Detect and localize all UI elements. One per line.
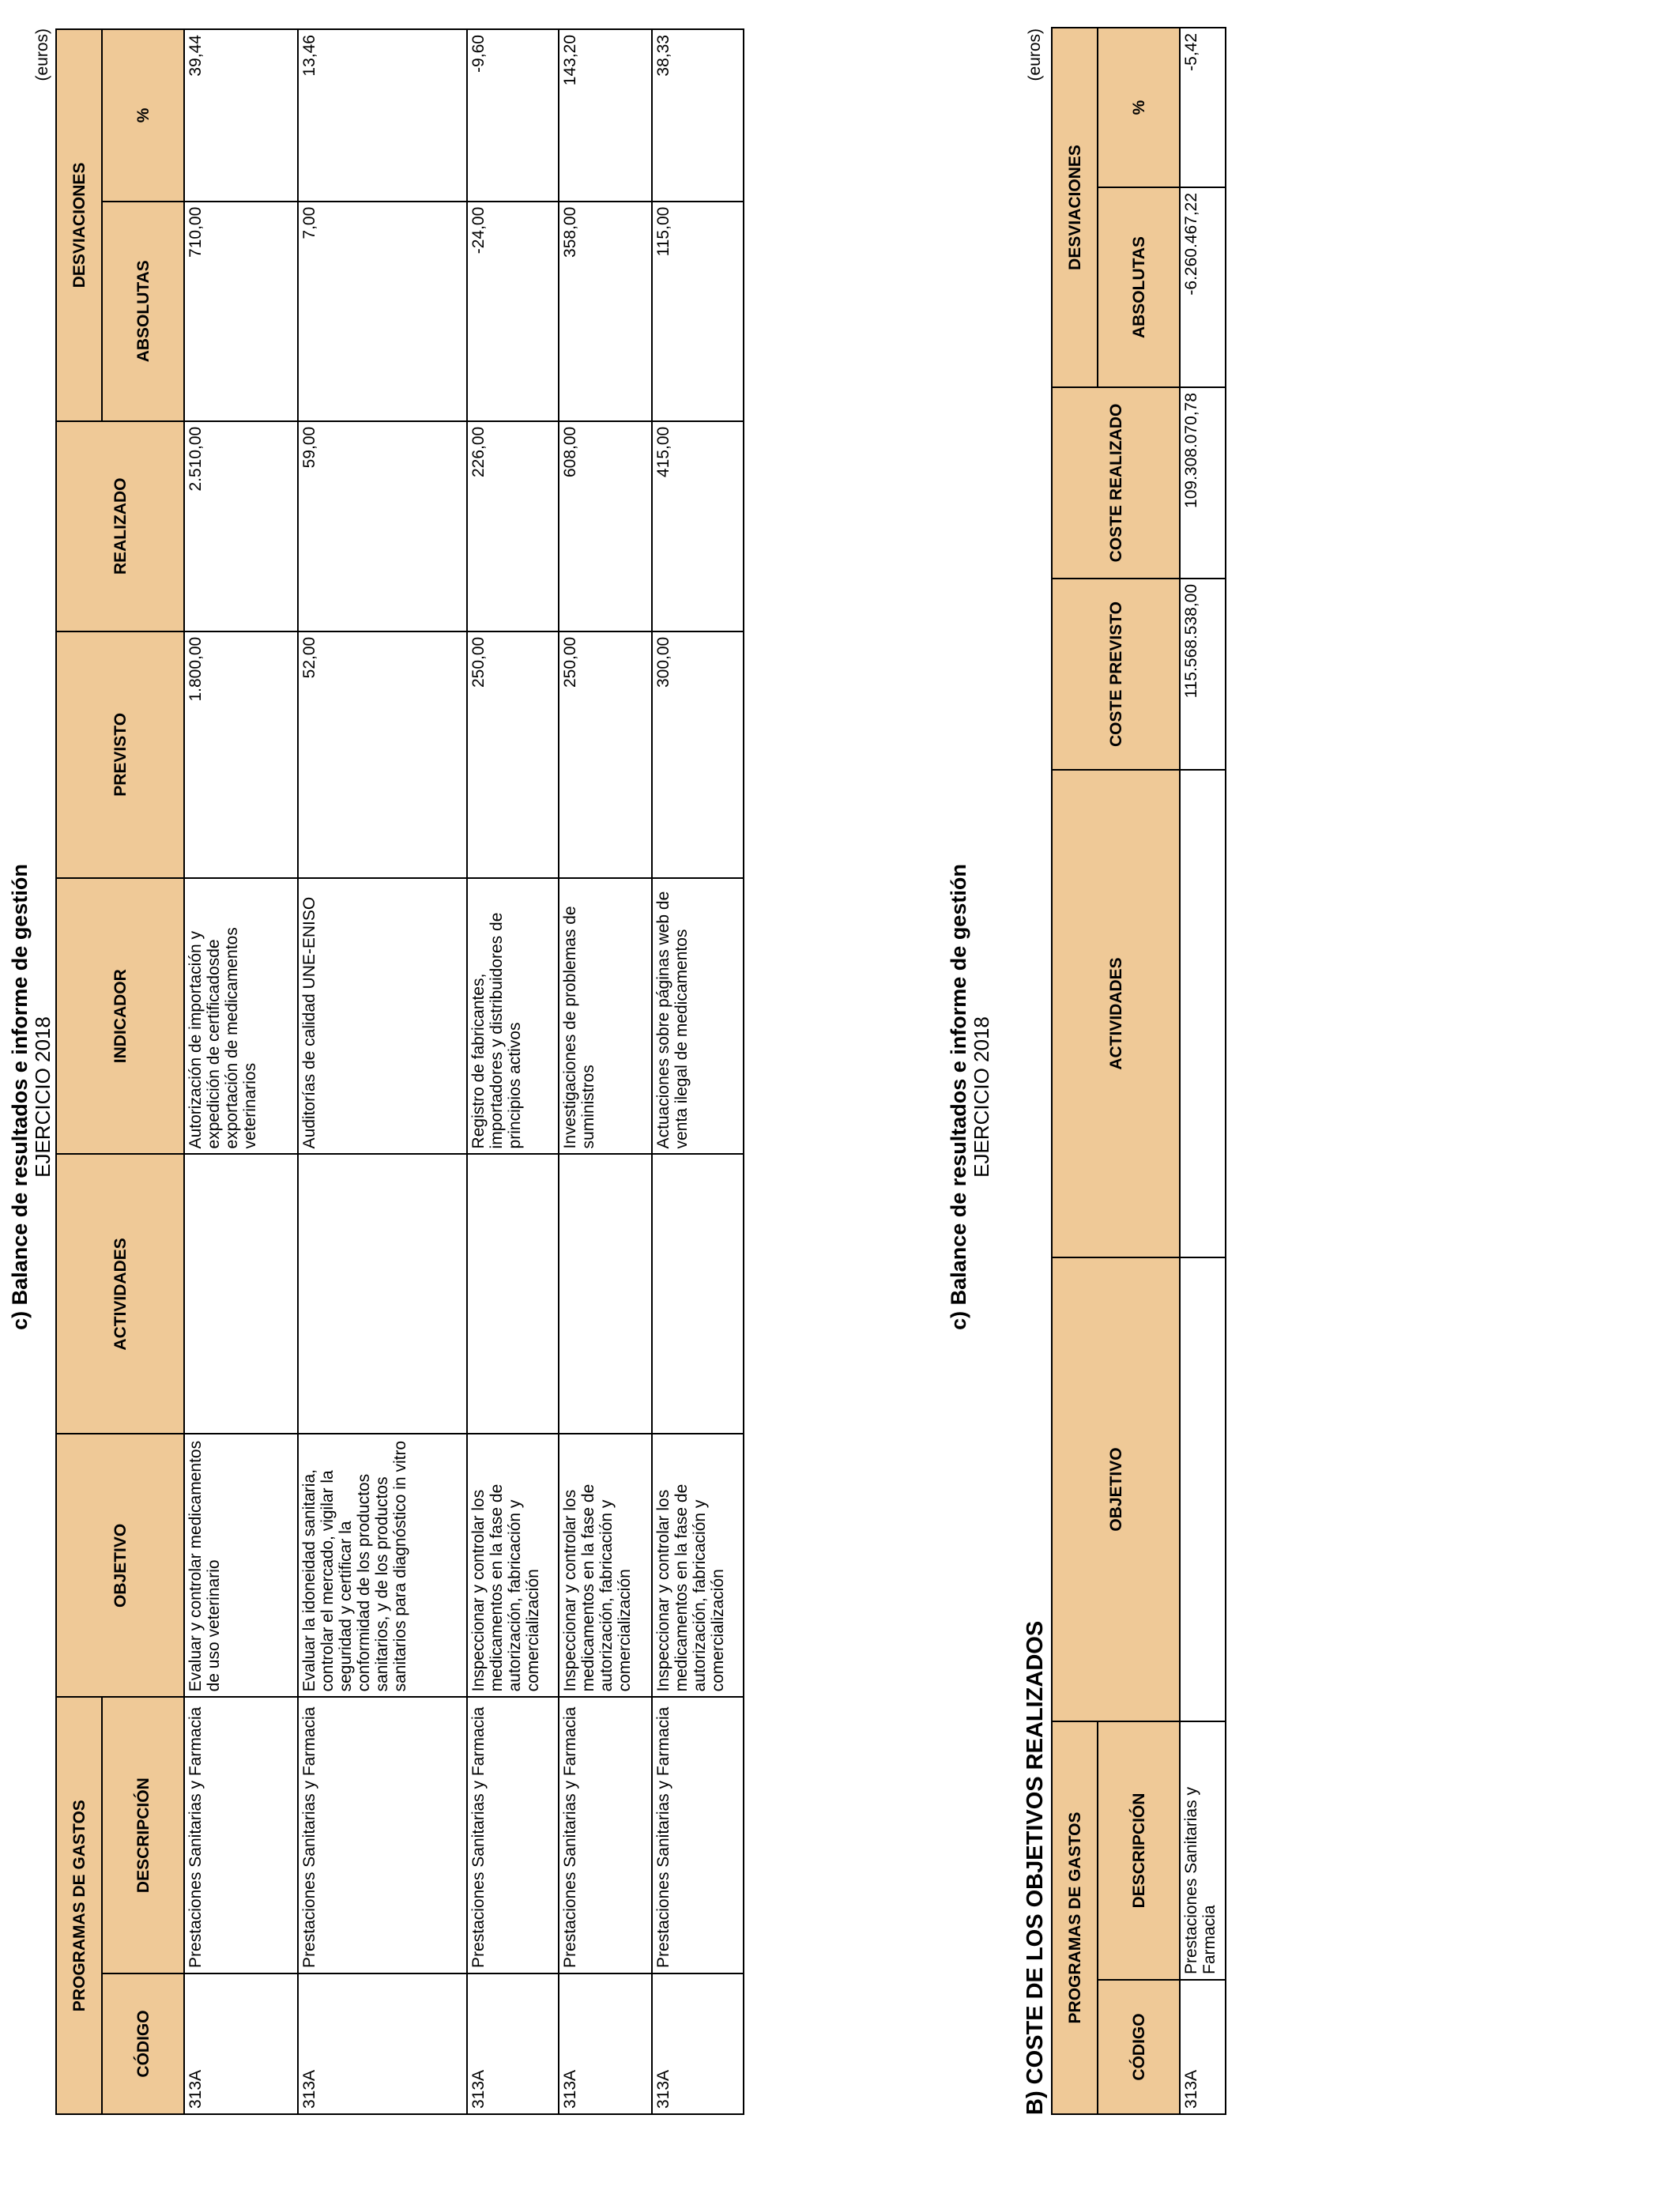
cell-objetivo: Inspeccionar y controlar los medicamentos en la fase de autorización, fabricación y comercialización	[467, 1434, 559, 1697]
cell-actividades	[184, 1154, 298, 1434]
cost-table	[1051, 27, 1226, 2115]
header-coste-previsto: COSTE PREVISTO	[1052, 579, 1180, 770]
cell-pct: 38,33	[652, 29, 744, 202]
cell-realizado: 2.510,00	[184, 421, 298, 631]
cell-indicador: Registro de fabricantes, importadores y distribuidores de principios activos	[467, 878, 559, 1155]
cell-actividades	[298, 1154, 467, 1434]
cell-descripcion: Prestaciones Sanitarias y Farmacia	[559, 1697, 652, 1973]
cell-objetivo: Evaluar y controlar medicamentos de uso veterinario	[184, 1434, 298, 1697]
cell-descripcion: Prestaciones Sanitarias y Farmacia	[467, 1697, 559, 1973]
header-realizado: REALIZADO	[56, 421, 184, 631]
cell-indicador: Autorización de importación y expedición de certificadosde exportación de medicamentos veterinarios	[184, 878, 298, 1155]
cell-actividades	[559, 1154, 652, 1434]
header-absolutas: ABSOLUTAS	[102, 202, 184, 421]
header-previsto: PREVISTO	[56, 631, 184, 878]
header-pct: %	[1098, 28, 1180, 187]
header-codigo: CÓDIGO	[102, 1973, 184, 2114]
header-absolutas: ABSOLUTAS	[1098, 187, 1180, 387]
header-desviaciones: DESVIACIONES	[56, 29, 102, 421]
section1-subtitle: EJERCICIO 2018	[31, 1016, 55, 1178]
cell-previsto: 250,00	[467, 631, 559, 878]
section1-units: (euros)	[33, 28, 51, 81]
cell-codigo: 313A	[467, 1973, 559, 2114]
cell-indicador: Actuaciones sobre páginas web de venta ilegal de medicamentos	[652, 878, 744, 1155]
table-row	[184, 29, 298, 2114]
cell-descripcion: Prestaciones Sanitarias y Farmacia	[184, 1697, 298, 1973]
cell-coste-previsto: 115.568.538,00	[1180, 579, 1226, 770]
cell-absolutas: 7,00	[298, 202, 467, 421]
header-descripcion: DESCRIPCIÓN	[102, 1697, 184, 1973]
cell-absolutas: 710,00	[184, 202, 298, 421]
header-programas: PROGRAMAS DE GASTOS	[56, 1697, 102, 2114]
section2-title: c) Balance de resultados e informe de gestión	[947, 864, 970, 1330]
section1-title: c) Balance de resultados e informe de gestión	[8, 864, 32, 1330]
cell-pct: 39,44	[184, 29, 298, 202]
cell-objetivo: Evaluar la idoneidad sanitaria, controlar el mercado, vigilar la seguridad y certificar la conformidad de los productos sanitarios, y de los productos sanitarios para diagnóstico in vitro	[298, 1434, 467, 1697]
section2-subtitle: EJERCICIO 2018	[970, 1016, 993, 1178]
cell-absolutas: -6.260.467,22	[1180, 187, 1226, 387]
cell-previsto: 250,00	[559, 631, 652, 878]
cell-codigo: 313A	[1180, 1980, 1226, 2114]
cell-pct: -9,60	[467, 29, 559, 202]
table-row	[298, 29, 467, 2114]
cell-objetivo	[1180, 1257, 1226, 1721]
cell-codigo: 313A	[184, 1973, 298, 2114]
header-coste-realizado: COSTE REALIZADO	[1052, 387, 1180, 579]
cell-pct: -5,42	[1180, 28, 1226, 187]
cell-objetivo: Inspeccionar y controlar los medicamentos en la fase de autorización, fabricación y comercialización	[559, 1434, 652, 1697]
cell-descripcion: Prestaciones Sanitarias y Farmacia	[298, 1697, 467, 1973]
cell-actividades	[467, 1154, 559, 1434]
header-objetivo: OBJETIVO	[1052, 1257, 1180, 1721]
cell-previsto: 1.800,00	[184, 631, 298, 878]
header-desviaciones: DESVIACIONES	[1052, 28, 1098, 387]
cell-realizado: 59,00	[298, 421, 467, 631]
cell-objetivo: Inspeccionar y controlar los medicamentos en la fase de autorización, fabricación y comercialización	[652, 1434, 744, 1697]
cell-realizado: 415,00	[652, 421, 744, 631]
cell-descripcion: Prestaciones Sanitarias y Farmacia	[1180, 1721, 1226, 1980]
results-table	[55, 28, 744, 2115]
section2-heading: B) COSTE DE LOS OBJETIVOS REALIZADOS	[1023, 1620, 1048, 2115]
table-row	[467, 29, 559, 2114]
cell-indicador: Investigaciones de problemas de suministros	[559, 878, 652, 1155]
cell-indicador: Auditorías de calidad UNE-ENISO	[298, 878, 467, 1155]
cell-absolutas: 358,00	[559, 202, 652, 421]
cell-codigo: 313A	[559, 1973, 652, 2114]
cell-previsto: 52,00	[298, 631, 467, 878]
cell-absolutas: -24,00	[467, 202, 559, 421]
cell-pct: 143,20	[559, 29, 652, 202]
header-actividades: ACTIVIDADES	[56, 1154, 184, 1434]
table-row	[652, 29, 744, 2114]
header-programas: PROGRAMAS DE GASTOS	[1052, 1721, 1098, 2114]
header-descripcion: DESCRIPCIÓN	[1098, 1721, 1180, 1980]
table-row	[1180, 28, 1226, 2114]
cell-descripcion: Prestaciones Sanitarias y Farmacia	[652, 1697, 744, 1973]
cell-actividades	[652, 1154, 744, 1434]
section2-units: (euros)	[1026, 28, 1044, 81]
header-actividades: ACTIVIDADES	[1052, 770, 1180, 1257]
cell-realizado: 608,00	[559, 421, 652, 631]
cell-codigo: 313A	[298, 1973, 467, 2114]
cell-pct: 13,46	[298, 29, 467, 202]
cell-coste-realizado: 109.308.070,78	[1180, 387, 1226, 579]
cell-actividades	[1180, 770, 1226, 1257]
cell-codigo: 313A	[652, 1973, 744, 2114]
table-row	[559, 29, 652, 2114]
cell-previsto: 300,00	[652, 631, 744, 878]
header-objetivo: OBJETIVO	[56, 1434, 184, 1697]
cell-absolutas: 115,00	[652, 202, 744, 421]
header-codigo: CÓDIGO	[1098, 1980, 1180, 2114]
header-pct: %	[102, 29, 184, 202]
header-indicador: INDICADOR	[56, 878, 184, 1155]
cell-realizado: 226,00	[467, 421, 559, 631]
